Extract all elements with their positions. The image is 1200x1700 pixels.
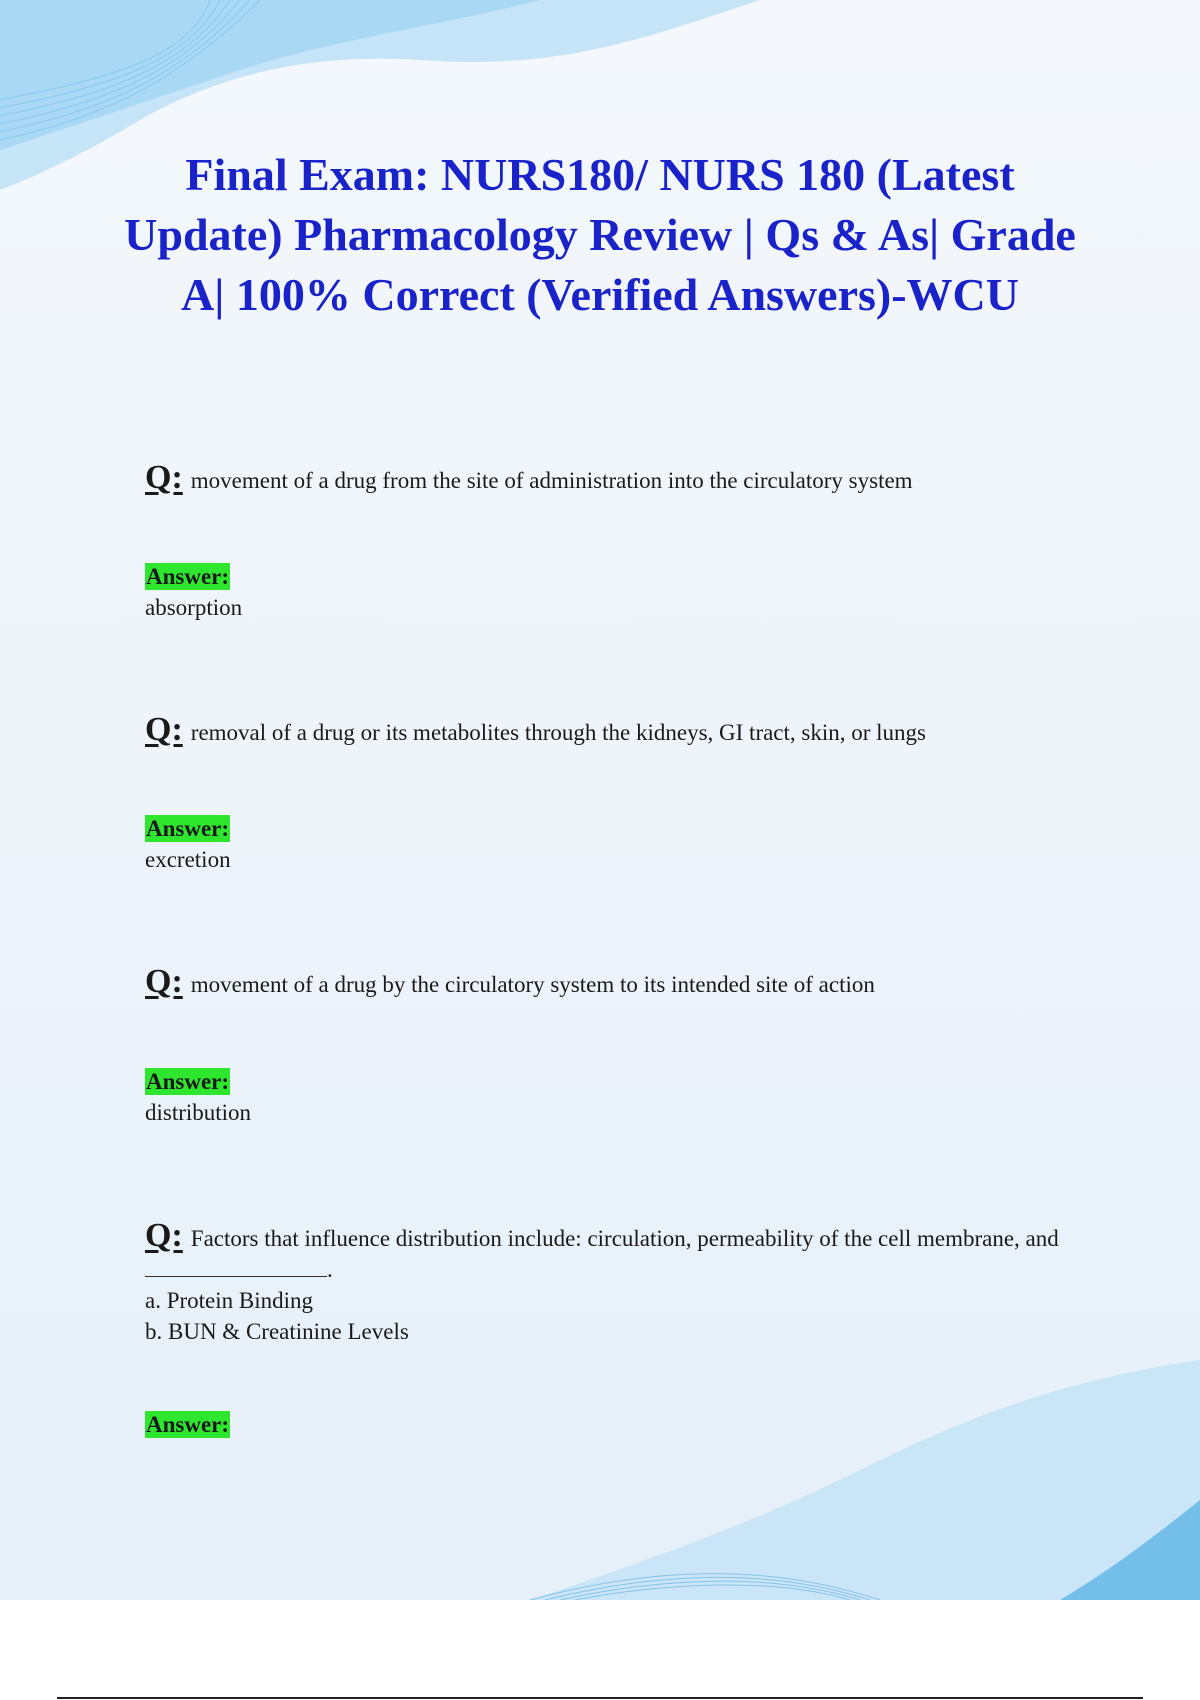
answer-label: Answer: — [146, 564, 230, 589]
question-line — [145, 711, 1085, 748]
question-line — [145, 459, 1085, 496]
answer-block-3 — [145, 1066, 1085, 1128]
footer-divider — [57, 1697, 1143, 1699]
option-a: a. Protein Binding — [145, 1288, 314, 1313]
question-label: Q: — [145, 711, 183, 748]
answer-block-2 — [145, 813, 1085, 875]
question-line — [145, 963, 1085, 1000]
answer-text: distribution — [145, 1100, 252, 1125]
answer-label: Answer: — [146, 1412, 230, 1437]
answer-text: absorption — [145, 595, 243, 620]
question-text: removal of a drug or its metabolites through the kidneys, GI tract, skin, or lungs — [190, 720, 926, 745]
question-block-1 — [145, 459, 1085, 496]
fill-in-blank — [145, 1256, 327, 1277]
question-block-2 — [145, 711, 1085, 748]
question-block-3 — [145, 963, 1085, 1000]
question-text: Factors that influence distribution include: circulation, permeability of the cell membrane, and — [190, 1226, 1059, 1251]
answer-block-4 — [145, 1409, 1085, 1440]
question-label: Q: — [145, 459, 183, 496]
bottom-right-wave — [530, 1360, 1200, 1600]
answer-label: Answer: — [146, 1069, 230, 1094]
question-block-4 — [145, 1217, 1085, 1347]
question-text: movement of a drug by the circulatory system to its intended site of action — [190, 972, 875, 997]
question-label: Q: — [145, 1217, 183, 1254]
answer-label: Answer: — [146, 816, 230, 841]
document-title: Final Exam: NURS180/ NURS 180 (Latest Update) Pharmacology Review | Qs & As| Grade A| 100% Correct (Verified Answers)-WCU — [124, 149, 1076, 320]
question-line — [145, 1217, 1085, 1285]
question-text: movement of a drug from the site of administration into the circulatory system — [190, 468, 913, 493]
answer-text: excretion — [145, 847, 231, 872]
question-end: . — [327, 1257, 333, 1282]
question-label: Q: — [145, 963, 183, 1000]
option-b: b. BUN & Creatinine Levels — [145, 1319, 409, 1344]
answer-block-1 — [145, 561, 1085, 623]
